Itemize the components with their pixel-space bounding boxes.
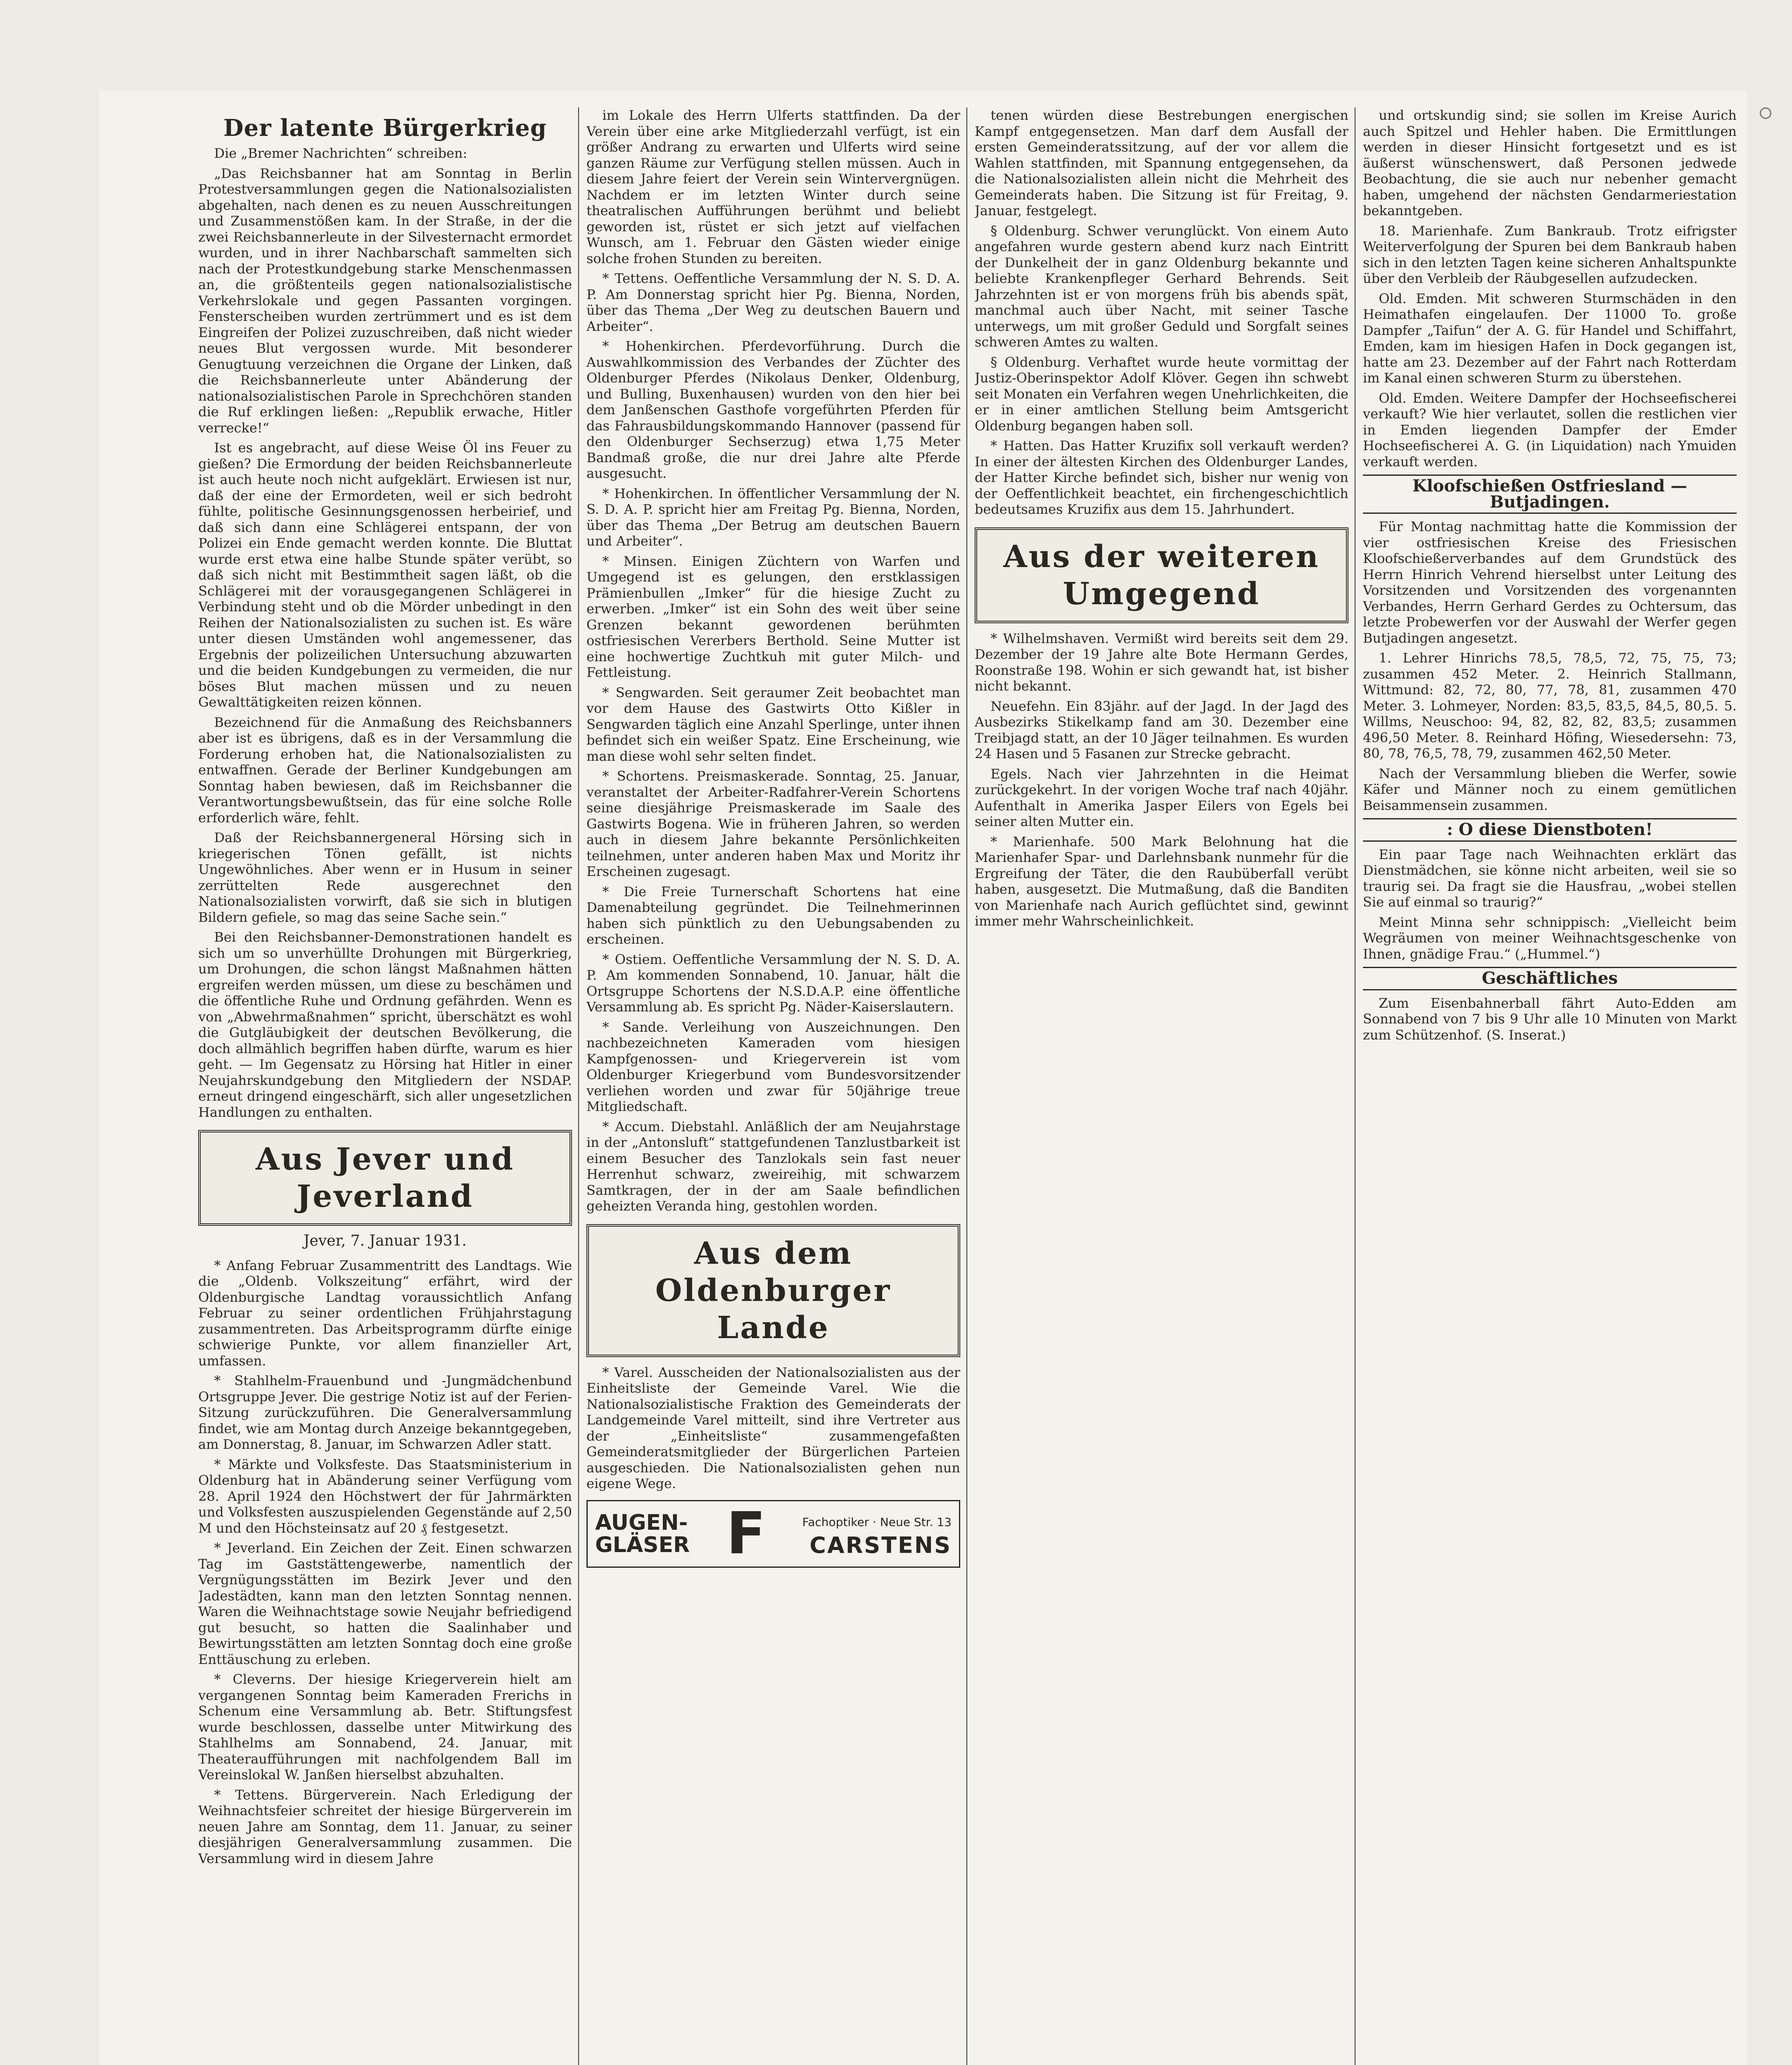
paragraph: Zum Eisenbahnerball fährt Auto-Edden am Sonnabend von 7 bis 9 Uhr alle 10 Minuten von Markt zum Schützenhof. (S. Inserat.) xyxy=(1363,995,1737,1043)
paragraph: * Tettens. Bürgerverein. Nach Erledigung der Weihnachtsfeier schreitet der hiesige Bürgerverein im neuen Jahre am Sonntag, dem 11. Januar, zu seiner diesjährigen Generalversammlung zusammen. Die Versammlung wird in diesem Jahre xyxy=(198,1787,572,1866)
newspaper-page xyxy=(99,91,1747,2065)
column-rule xyxy=(578,107,579,2065)
paragraph: Bei den Reichsbanner-Demonstrationen handelt es sich um so unverhüllte Drohungen mit Bürgerkrieg, um Drohungen, die schon längst Maßnahmen hätten ergreifen werden müssen, um diese zu beschämen und die öffentliche Ruhe und Ordnung gefährden. Wenn es von „Abwehrmaßnahmen“ spricht, überschätzt es wohl die Gutgläubigkeit der deutschen Bevölkerung, die doch allmählich begriffen haben dürfte, warum es hier geht. — Im Gegensatz zu Hörsing hat Hitler in einer Neujahrskundgebung den Mitgliedern der NSDAP. erneut dringend eingeschärft, sich aller ungesetzlichen Handlungen zu enthalten. xyxy=(198,929,572,1120)
paragraph: * Hohenkirchen. In öffentlicher Versammlung der N. S. D. A. P. spricht hier am Freitag Pg. Bienna, Norden, über das Thema „Der Betrug am deutschen Bauern und Arbeiter“. xyxy=(586,485,960,549)
paragraph: * Schortens. Preismaskerade. Sonntag, 25. Januar, veranstaltet der Arbeiter-Radfahrer-Verein Schortens seine diesjährige Preismaskerade im Saale des Gastwirts Bogena. Wie in früheren Jahren, so werden auch in diesem Jahre bekannte Persönlichkeiten teilnehmen, unter anderen haben Max und Moritz ihr Erscheinen zugesagt. xyxy=(586,768,960,879)
advert-tagline: Fachoptiker · Neue Str. 13 xyxy=(802,1515,952,1529)
paragraph: * Stahlhelm-Frauenbund und -Jungmädchenbund Ortsgruppe Jever. Die gestrige Notiz ist auf der Ferien-Sitzung zurückzuführen. Die Generalversammlung findet, wie am Montag durch Anzeige bekanntgegeben, am Donnerstag, 8. Januar, im Schwarzen Adler statt. xyxy=(198,1373,572,1452)
advert-line: AUGEN- xyxy=(595,1510,688,1535)
paragraph: * Varel. Ausscheiden der Nationalsozialisten aus der Einheitsliste der Gemeinde Varel. Wie die Nationalsozialistische Fraktion des Gemeinderats der Landgemeinde Varel mitteilt, sind ihre Vertreter aus der „Einheitsliste“ zusammengefaßten Gemeinderatsmitglieder der Bürgerlichen Parteien ausgeschieden. Die Nationalsozialisten gehen nun eigene Wege. xyxy=(586,1364,960,1491)
paragraph: Egels. Nach vier Jahrzehnten in die Heimat zurückgekehrt. In der vorigen Woche traf nach 40jähr. Aufenthalt in Amerika Jasper Eilers von Egels bei seiner alten Mutter ein. xyxy=(975,766,1348,829)
paragraph: im Lokale des Herrn Ulferts stattfinden. Da der Verein über eine arke Mitgliederzahl verfügt, ist ein größer Andrang zu erwarten und Ulferts wird seine ganzen Räume zur Verfügung stellen müssen. Auch in diesem Jahre feiert der Verein sein Wintervergnügen. Nachdem er im letzten Winter durch seine theatralischen Aufführungen berühmt und beliebt geworden ist, rüstet er sich jetzt auf vielfachen Wunsch, am 1. Februar den Gästen wieder einige solche frohen Stunden zu bereiten. xyxy=(586,107,960,266)
paragraph: Für Montag nachmittag hatte die Kommission der vier ostfriesischen Kreise des Friesischen Kloofschießerverbandes auf dem Grundstück des Herrn Hinrich Vehrend hierselbst unter Leitung des Vorsitzenden und Vorsitzenden des vorgenannten Verbandes, Herrn Gerhard Gerdes zu Ochtersum, das letzte Probewerfen vor der Auswahl der Werfer gegen Butjadingen angesetzt. xyxy=(1363,519,1737,646)
headline: Der latente Bürgerkrieg xyxy=(223,114,547,142)
section-heading: Geschäftliches xyxy=(1363,967,1737,990)
paragraph: Neuefehn. Ein 83jähr. auf der Jagd. In der Jagd des Ausbezirks Stikelkamp fand am 30. Dezember eine Treibjagd statt, an der 10 Jäger teilnahmen. Es wurden 24 Hasen und 5 Fasanen zur Strecke gebracht. xyxy=(975,698,1348,762)
paragraph: * Märkte und Volksfeste. Das Staatsministerium in Oldenburg hat in Abänderung seiner Verfügung vom 28. April 1924 den Höchstwert der für Jahrmärkten und Volksfesten auszuspielenden Gegenstände auf 2,50 M und den Höchsteinsatz auf 20 ₰ festgesetzt. xyxy=(198,1456,572,1536)
advert-name: CARSTENS xyxy=(809,1532,952,1558)
advert-right xyxy=(802,1511,952,1557)
advert-left xyxy=(595,1512,690,1556)
column-2 xyxy=(586,107,960,2065)
paragraph: tenen würden diese Bestrebungen energischen Kampf entgegensetzen. Man darf dem Ausfall der ersten Gemeinderatssitzung, auf der vor allem die Wahlen stattfinden, mit Spannung entgegensehen, da die Nationalsozialisten allein nicht die Mehrheit des Gemeinderats haben. Die Sitzung ist für Freitag, 9. Januar, festgelegt. xyxy=(975,107,1348,218)
paragraph: Bezeichnend für die Anmaßung des Reichsbanners aber ist es übrigens, daß es in der Versammlung die Forderung erhoben hat, die Nationalsozialisten zu entwaffnen. Gerade der Berliner Kundgebungen am Sonntag haben bewiesen, daß im Reichsbanner die Verantwortungsbewußtsein, das für eine solche Rolle erforderlich wäre, fehlt. xyxy=(198,714,572,826)
paragraph: „Das Reichsbanner hat am Sonntag in Berlin Protestversammlungen gegen die Nationalsozialisten abgehalten, nach denen es zu neuen Ausschreitungen und Zusammenstößen kam. In der Straße, in der die zwei Reichsbannerleute in der Silvesternacht ermordet wurden, und in ihrer Nachbarschaft sammelten sich nach der Protestkundgebung starke Menschenmassen an, die größtenteils gegen nationalsozialistische Verkehrslokale und gegen Passanten vorgingen. Fensterscheiben wurden zertrümmert und es ist dem Eingreifen der Polizei zuzuschreiben, daß nicht wieder neues Blut vergossen wurde. Mit besonderer Genugtuung verzeichnen die Organe der Linken, daß die Reichsbannerleute unter Abänderung der nationalsozialistischen Parole in Sprechchören standen die Ruf erklingen ließen: „Republik erwache, Hitler verrecke!“ xyxy=(198,165,572,436)
paragraph: * Jeverland. Ein Zeichen der Zeit. Einen schwarzen Tag im Gaststättengewerbe, namentlich der Vergnügungsstätten im Bezirk Jever und den Jadestädten, kann man den letzten Sonntag nennen. Waren die Weihnachtstage sowie Neujahr befriedigend gut besucht, so hatten die Saalinhaber und Bewirtungsstätten am letzten Sonntag doch eine große Enttäuschung zu erleben. xyxy=(198,1540,572,1667)
paragraph: Old. Emden. Weitere Dampfer der Hochseefischerei verkauft? Wie hier verlautet, sollen die restlichen vier in Emden liegenden Dampfer der Emder Hochseefischerei A. G. (in Liquidation) nach Ymuiden verkauft werden. xyxy=(1363,390,1737,470)
paragraph: * Hohenkirchen. Pferdevorführung. Durch die Auswahlkommission des Verbandes der Züchter des Oldenburger Pferdes (Nikolaus Denker, Oldenburg, und Bulling, Buxenhausen) wurden von den hier bei dem Janßenschen Gasthofe vorgeführten Pferden für das Fahrausbildungskommando Hannover (passend für den Oldenburger Sechserzug) etwa 1,75 Meter Bandmaß große, die nur drei Jahre alte Pferde ausgesucht. xyxy=(586,338,960,481)
paragraph: Daß der Reichsbannergeneral Hörsing sich in kriegerischen Tönen gefällt, ist nichts Ungewöhnliches. Aber wenn er in Husum in seiner zerrüttelten Rede ausgerechnet den Nationalsozialisten vorwirft, daß sie sich in blutigen Bildern gefiele, so mag das seine Sache sein.“ xyxy=(198,830,572,925)
paragraph: * Ostiem. Oeffentliche Versammlung der N. S. D. A. P. Am kommenden Sonnabend, 10. Januar, hält die Ortsgruppe Schortens der N.S.D.A.P. eine öffentliche Versammlung ab. Es spricht Pg. Näder-Kaiserslautern. xyxy=(586,951,960,1015)
paragraph: * Die Freie Turnerschaft Schortens hat eine Damenabteilung gegründet. Die Teilnehmerinnen haben sich pünktlich zu den Uebungsabenden zu erscheinen. xyxy=(586,883,960,947)
column-rule xyxy=(966,107,967,2065)
paragraph: Nach der Versammlung blieben die Werfer, sowie Käfer und Männer noch zu einem gemütlichen Beisammensein zusammen. xyxy=(1363,765,1737,813)
advert-mark: F xyxy=(726,1500,766,1567)
binding-hole xyxy=(1760,107,1771,119)
paragraph: § Oldenburg. Verhaftet wurde heute vormittag der Justiz-Oberinspektor Adolf Klöver. Gegen ihn schwebt seit Monaten ein Verfahren wegen Unehrlichkeiten, die er in einer amtlichen Stellung beim Amtsgericht Oldenburg begangen haben soll. xyxy=(975,354,1348,434)
paragraph: § Oldenburg. Schwer verunglückt. Von einem Auto angefahren wurde gestern abend kurz nach Eintritt der Dunkelheit der in ganz Oldenburg bekannte und beliebte Krankenpfleger Gerhard Behrends. Seit Jahrzehnten ist er von morgens früh bis abends spät, manchmal auch über Nacht, mit seiner Tasche unterwegs, um mit großer Geduld und Sorgfalt seines schweren Amtes zu walten. xyxy=(975,223,1348,350)
section-banner: Aus Jever und Jeverland xyxy=(198,1130,572,1226)
paragraph: * Sengwarden. Seit geraumer Zeit beobachtet man vor dem Hause des Gastwirts Otto Kißler in Sengwarden täglich eine Anzahl Sperlinge, unter ihnen befindet sich ein weißer Spatz. Eine Erscheinung, wie man diese wohl sehr selten findet. xyxy=(586,684,960,764)
column-4 xyxy=(1363,107,1737,2065)
paragraph: * Minsen. Einigen Züchtern von Warfen und Umgegend ist es gelungen, den erstklassigen Prämienbullen „Imker“ für die hiesige Zucht zu erwerben. „Imker“ ist ein Sohn des weit über seine Grenzen bekannt gewordenen berühmten ostfriesischen Vererbers Berthold. Seine Mutter ist eine hochwertige Zuchtkuh mit guter Milch- und Fettleistung. xyxy=(586,553,960,680)
paragraph: Old. Emden. Mit schweren Sturmschäden in den Heimathafen eingelaufen. Der 11000 To. große Dampfer „Taifun“ der A. G. für Handel und Schiffahrt, Emden, kam im hiesigen Hafen in Dock gegangen ist, hatte am 23. Dezember auf der Fahrt nach Rotterdam im Kanal einen schweren Sturm zu überstehen. xyxy=(1363,290,1737,386)
paragraph: Ist es angebracht, auf diese Weise Öl ins Feuer zu gießen? Die Ermordung der beiden Reichsbannerleute ist auch heute noch nicht aufgeklärt. Erwiesen ist nur, daß der eine der Ermordeten, weil er sich bedroht fühlte, politische Gesinnungsgenossen herbeirief, und daß sich dann eine Schlägerei entspann, der von Polizei ein Ende gemacht werden konnte. Die Bluttat wurde erst etwa eine halbe Stunde später verübt, so daß sich nicht mit Bestimmtheit sagen läßt, ob die Schlägerei mit der vorausgegangenen Schlägerei in Verbindung steht und ob die Mörder unbedingt in den Reihen der Nationalsozialisten zu suchen ist. Es wäre unter diesen Umständen wohl angemessener, das Ergebnis der polizeilichen Untersuchung abzuwarten und die beiden Kundgebungen zu vermeiden, die nur böses Blut machen müssen und zu neuen Gewalttätigkeiten reizen können. xyxy=(198,440,572,710)
paragraph: * Tettens. Oeffentliche Versammlung der N. S. D. A. P. Am Donnerstag spricht hier Pg. Bienna, Norden, über das Thema „Der Weg zu deutschen Bauern und Arbeiter“. xyxy=(586,271,960,334)
column-1 xyxy=(198,107,572,2065)
paragraph: Meint Minna sehr schnippisch: „Vielleicht beim Wegräumen von meiner Weihnachtsgeschenke von Ihnen, gnädige Frau.“ („Hummel.“) xyxy=(1363,914,1737,962)
advert-line: GLÄSER xyxy=(595,1532,690,1557)
paragraph: 18. Marienhafe. Zum Bankraub. Trotz eifrigster Weiterverfolgung der Spuren bei dem Bankraub haben sich in den letzten Tagen keine sicheren Anhaltspunkte über den Verbleib der Räubgesellen aufzudecken. xyxy=(1363,223,1737,286)
column-3 xyxy=(975,107,1348,2065)
section-heading: : O diese Dienstboten! xyxy=(1363,818,1737,842)
section-banner: Aus dem Oldenburger Lande xyxy=(586,1224,960,1357)
section-heading: Kloofschießen Ostfriesland — Butjadingen. xyxy=(1363,475,1737,514)
paragraph: 1. Lehrer Hinrichs 78,5, 78,5, 72, 75, 75, 73; zusammen 452 Meter. 2. Heinrich Stallmann, Wittmund: 82, 72, 80, 77, 78, 81, zusammen 470 Meter. 3. Lohmeyer, Norden: 83,5, 83,5, 84,5, 80,5. 5. Willms, Neuschoo: 94, 82, 82, 82, 83,5; zusammen 496,50 Meter. 8. Reinhard Höfing, Wiesedersehn: 73, 80, 78, 76,5, 78, 79, zusammen 462,50 Meter. xyxy=(1363,650,1737,761)
paragraph: * Wilhelmshaven. Vermißt wird bereits seit dem 29. Dezember der 19 Jahre alte Bote Hermann Gerdes, Roonstraße 198. Wohin er sich gewandt hat, ist bisher nicht bekannt. xyxy=(975,630,1348,694)
paragraph: * Marienhafe. 500 Mark Belohnung hat die Marienhafer Spar- und Darlehnsbank nunmehr für die Ergreifung der Täter, die den Raubüberfall verübt haben, ausgesetzt. Die Mutmaßung, daß die Banditen von Marienhafe nach Aurich geflüchtet sind, gewinnt immer mehr Wahrscheinlichkeit. xyxy=(975,833,1348,929)
paragraph: * Hatten. Das Hatter Kruzifix soll verkauft werden? In einer der ältesten Kirchen des Oldenburger Landes, der Hatter Kirche befindet sich, bisher nur wenig von der Oeffentlichkeit beachtet, ein firchengeschichtlich bedeutsames Kruzifix aus dem 15. Jahrhundert. xyxy=(975,438,1348,517)
paragraph: * Cleverns. Der hiesige Kriegerverein hielt am vergangenen Sonntag beim Kameraden Frerichs in Schenum eine Versammlung ab. Betr. Stiftungsfest wurde beschlossen, dasselbe unter Mitwirkung des Stahlhelms am Sonnabend, 24. Januar, mit Theateraufführungen mit nachfolgendem Ball im Vereinslokal W. Janßen hierselbst abzuhalten. xyxy=(198,1671,572,1783)
paragraph: Die „Bremer Nachrichten“ schreiben: xyxy=(214,145,468,161)
paragraph: * Sande. Verleihung von Auszeichnungen. Den nachbezeichneten Kameraden vom hiesigen Kampfgenossen- und Kriegerverein ist vom Oldenburger Kriegerbund vom Bundesvorsitzender verliehen worden und zwar für 50jährige treue Mitgliedschaft. xyxy=(586,1019,960,1114)
dateline: Jever, 7. Januar 1931. xyxy=(304,1232,467,1249)
paragraph: * Accum. Diebstahl. Anläßlich der am Neujahrstage in der „Antonsluft“ stattgefundenen Tanzlustbarkeit ist einem Besucher des Tanzlokals sein fast neuer Herrenhut schwarz, zweireihig, mit schwarzem Samtkragen, der in der am Saale befindlichen geheizten Veranda hing, gestohlen worden. xyxy=(586,1118,960,1214)
paragraph: Ein paar Tage nach Weihnachten erklärt das Dienstmädchen, sie könne nicht arbeiten, weil sie so traurig sei. Da fragt sie die Hausfrau, „wobei stellen Sie auf einmal so traurig?“ xyxy=(1363,846,1737,910)
optician-advert xyxy=(586,1500,960,1568)
paragraph: und ortskundig sind; sie sollen im Kreise Aurich auch Spitzel und Hehler haben. Die Ermittlungen werden in dieser Hinsicht fortgesetzt und es ist äußerst wünschenswert, daß Personen jedwede Beobachtung, die sie auch nur nebenher gemacht haben, umgehend der nächsten Gendarmeriestation bekanntgeben. xyxy=(1363,107,1737,218)
paragraph: * Anfang Februar Zusammentritt des Landtags. Wie die „Oldenb. Volkszeitung“ erfährt, wird der Oldenburgische Landtag voraussichtlich Anfang Februar zu seiner ordentlichen Frühjahrstagung zusammentreten. Das Arbeitsprogramm dürfte einige schwierige Punkte, vor allem finanzieller Art, umfassen. xyxy=(198,1257,572,1369)
section-banner: Aus der weiteren Umgegend xyxy=(975,527,1348,623)
